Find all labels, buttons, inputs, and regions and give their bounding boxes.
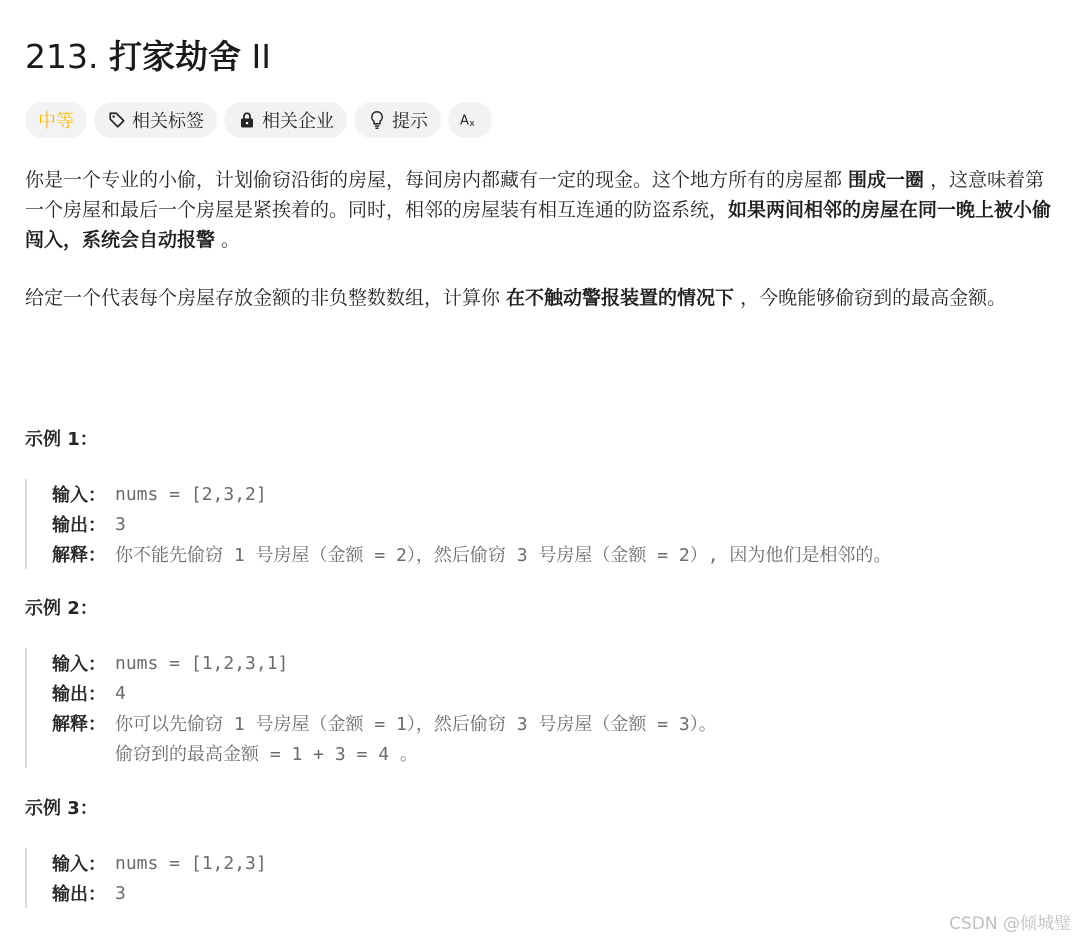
tag-bar [25,102,492,138]
svg-text:x: x [469,118,475,130]
explain-value-continued: 偷窃到的最高金额 = 1 + 3 = 4 。 [115,744,418,765]
output-label: 输出： [52,684,106,705]
example-output-row [52,509,1052,539]
lightbulb-icon [367,110,387,130]
input-label: 输入： [52,654,106,675]
example-explain-row [52,539,1052,569]
explain-label: 解释： [52,714,106,735]
tag-icon [107,110,127,130]
input-value: nums = [1,2,3] [115,852,267,874]
difficulty-badge [25,102,87,138]
example-2-block [25,648,1052,768]
example-output-row [52,878,1052,908]
example-explain-continued-row [52,738,1052,768]
related-companies-button[interactable] [224,102,347,138]
desc-text: 。 [215,229,241,251]
desc-text: 给定一个代表每个房屋存放金额的非负整数数组，计算你 [25,287,507,309]
desc-bold: 围成一圈 [848,169,925,191]
input-label: 输入： [52,854,106,875]
input-value: nums = [1,2,3,1] [115,652,289,674]
related-tags-button[interactable] [94,102,217,138]
output-value: 3 [115,513,126,535]
problem-number: 213. [25,37,99,76]
output-value: 4 [115,682,126,704]
example-1-block [25,479,1052,569]
problem-title [25,34,271,80]
translate-button[interactable] [448,102,492,138]
example-output-row [52,678,1052,708]
related-tags-label: 相关标签 [132,111,204,132]
related-companies-label: 相关企业 [262,111,334,132]
explain-value: 你不能先偷窃 1 号房屋（金额 = 2），然后偷窃 3 号房屋（金额 = 2）, 因为他们是相邻的。 [115,545,892,566]
difficulty-label: 中等 [38,111,74,132]
translate-icon [460,110,480,130]
example-input-row [52,479,1052,509]
problem-name: 打家劫舍 [108,37,241,76]
explain-value: 你可以先偷窃 1 号房屋（金额 = 1），然后偷窃 3 号房屋（金额 = 3）。 [115,714,717,735]
desc-bold: 在不触动警报装置的情况下 [506,287,735,309]
svg-text:A: A [460,113,469,129]
example-3-block [25,848,1052,908]
example-3-title: 示例 3： [25,798,98,819]
example-input-row [52,848,1052,878]
output-value: 3 [115,882,126,904]
output-label: 输出： [52,884,106,905]
watermark: CSDN @倾城璧 [949,914,1071,934]
hint-label: 提示 [392,111,428,132]
desc-text: ，这意味着第一个房屋和最后一个房屋是紧挨着的。同时，相邻的房屋装有相互连通的防盗系统， [25,169,1045,221]
lock-icon [237,110,257,130]
hint-button[interactable] [354,102,441,138]
description-paragraph-2 [25,283,1053,313]
explain-label: 解释： [52,545,106,566]
output-label: 输出： [52,515,106,536]
input-value: nums = [2,3,2] [115,483,267,505]
example-1-title: 示例 1： [25,429,98,450]
example-explain-row [52,708,1052,738]
description-paragraph-1 [25,165,1053,255]
input-label: 输入： [52,485,106,506]
example-input-row [52,648,1052,678]
desc-bold: 如果两间相邻的房屋在同一晚上被小偷闯入，系统会自动报警 [25,199,1052,251]
problem-suffix: II [251,37,271,76]
example-2-title: 示例 2： [25,598,98,619]
desc-text: 你是一个专业的小偷，计划偷窃沿街的房屋，每间房内都藏有一定的现金。这个地方所有的房屋都 [25,169,849,191]
desc-text: ，今晚能够偷窃到的最高金额。 [734,287,1007,309]
